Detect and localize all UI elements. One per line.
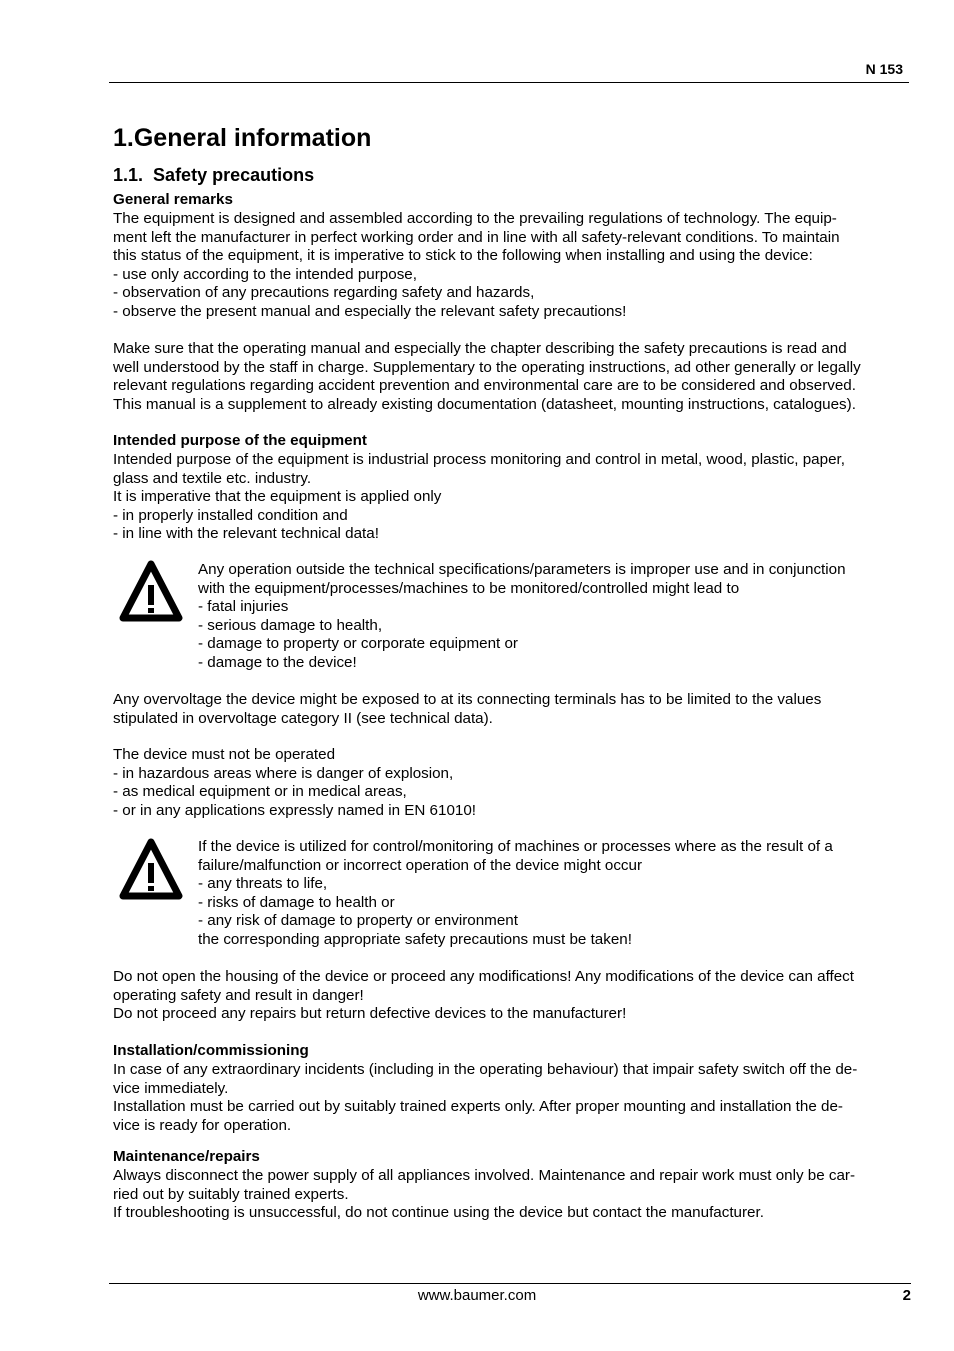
text-line: vice is ready for operation. [113, 1116, 292, 1134]
footer-rule [109, 1283, 911, 1284]
text-line: with the equipment/processes/machines to be monitored/controlled might lead to [198, 579, 740, 597]
text-line: - damage to the device! [198, 653, 357, 671]
text-line: If troubleshooting is unsuccessful, do not continue using the device but contact the manufacturer. [113, 1204, 764, 1221]
text-line: operating safety and result in danger! [113, 986, 364, 1004]
text-line: Always disconnect the power supply of all appliances involved. Maintenance and repair work must only be car- [113, 1167, 856, 1184]
text-line: In case of any extraordinary incidents (including in the operating behaviour) that impair safety switch off the de- [113, 1061, 858, 1078]
manual-paragraph [113, 340, 913, 414]
general-remarks-heading: General remarks [113, 191, 233, 208]
warning-triangle-icon [119, 560, 183, 622]
text-line: stipulated in overvoltage category II (see technical data). [113, 709, 493, 727]
text-line: - use only according to the intended purpose, [113, 265, 417, 283]
text-line: It is imperative that the equipment is applied only [113, 488, 442, 505]
text-line: - any threats to life, [198, 875, 328, 892]
body-text [113, 190, 913, 1270]
text-line: Intended purpose of the equipment is industrial process monitoring and control in metal, wood, plastic, paper, [113, 451, 845, 468]
text-line: ried out by suitably trained experts. [113, 1185, 349, 1203]
text-line: - in line with the relevant technical data! [113, 525, 379, 542]
text-line: Make sure that the operating manual and especially the chapter describing the safety precautions is read and [113, 340, 847, 357]
housing-paragraph [113, 968, 913, 1024]
not-operated-paragraph [113, 746, 913, 820]
text-line: Installation must be carried out by suitably trained experts only. After proper mounting and installation the de- [113, 1098, 843, 1115]
warning-text-1 [198, 561, 846, 672]
warning-block-1 [113, 561, 913, 681]
intended-purpose-paragraph [113, 451, 913, 544]
text-line: - in properly installed condition and [113, 506, 348, 524]
maintenance-paragraph [113, 1167, 913, 1223]
text-line: - observe the present manual and especially the relevant safety precautions! [113, 302, 627, 320]
text-line: - serious damage to health, [198, 616, 383, 634]
text-line: Do not proceed any repairs but return defective devices to the manufacturer! [113, 1005, 627, 1022]
text-line: relevant regulations regarding accident prevention and environmental care are to be considered and observed. [113, 377, 856, 394]
text-line: - in hazardous areas where is danger of explosion, [113, 764, 454, 782]
text-line: this status of the equipment, it is imperative to stick to the following when installing and using the device: [113, 247, 813, 264]
general-remarks-paragraph [113, 210, 913, 321]
text-line: The equipment is designed and assembled according to the prevailing regulations of technology. The equip- [113, 210, 837, 227]
text-line: The device must not be operated [113, 746, 336, 763]
text-line: This manual is a supplement to already existing documentation (datasheet, mounting instructions, catalogues). [113, 395, 856, 413]
page-number: 2 [902, 1287, 911, 1304]
text-line: the corresponding appropriate safety precautions must be taken! [198, 930, 632, 948]
text-line: - or in any applications expressly named in EN 61010! [113, 801, 477, 819]
text-line: - as medical equipment or in medical areas, [113, 783, 407, 800]
warning-text-2 [198, 838, 833, 949]
text-line: Any operation outside the technical specifications/parameters is improper use and in conjunction [198, 561, 846, 578]
section-number: 1.1. [113, 165, 144, 185]
header-rule [109, 82, 909, 83]
text-line: vice immediately. [113, 1079, 229, 1097]
document-code: N 153 [865, 61, 903, 77]
text-line: - any risk of damage to property or environment [198, 912, 518, 929]
warning-block-2 [113, 838, 913, 958]
intended-purpose-heading: Intended purpose of the equipment [113, 432, 367, 449]
text-line: - fatal injuries [198, 598, 289, 615]
section-title [113, 165, 314, 186]
text-line: failure/malfunction or incorrect operation of the device might occur [198, 856, 643, 874]
section-title-text: Safety precautions [153, 165, 315, 185]
text-line: If the device is utilized for control/monitoring of machines or processes where as the result of a [198, 838, 833, 855]
footer-url: www.baumer.com [417, 1287, 537, 1304]
installation-paragraph [113, 1061, 913, 1135]
text-line: well understood by the staff in charge. Supplementary to the operating instructions, ad other generally or legally [113, 358, 861, 376]
installation-heading: Installation/commissioning [113, 1042, 309, 1059]
text-line: - observation of any precautions regarding safety and hazards, [113, 284, 535, 301]
warning-triangle-icon [119, 838, 183, 900]
chapter-title: 1.General information [113, 124, 372, 152]
text-line: - risks of damage to health or [198, 893, 395, 911]
text-line: - damage to property or corporate equipment or [198, 635, 518, 652]
text-line: Do not open the housing of the device or proceed any modifications! Any modifications of the device can affect [113, 968, 854, 985]
text-line: glass and textile etc. industry. [113, 469, 312, 487]
maintenance-heading: Maintenance/repairs [113, 1148, 260, 1165]
text-line: Any overvoltage the device might be exposed to at its connecting terminals has to be limited to the values [113, 691, 822, 708]
text-line: ment left the manufacturer in perfect working order and in line with all safety-relevant conditions. To maintain [113, 228, 840, 246]
overvoltage-paragraph [113, 691, 913, 728]
